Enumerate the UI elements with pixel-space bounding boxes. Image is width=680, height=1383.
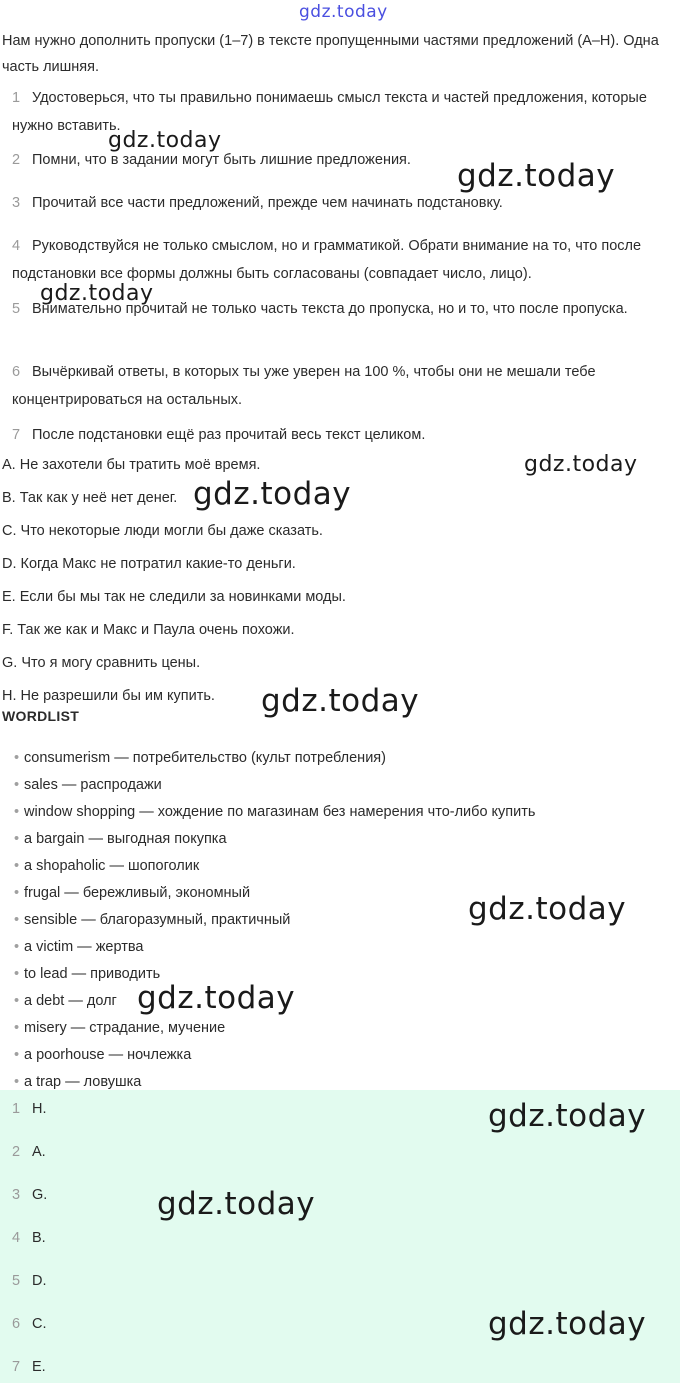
tip-number: 1 xyxy=(12,90,21,106)
option-d: D. Когда Макс не потратил какие-то деньги. xyxy=(2,556,296,572)
bullet-icon: • xyxy=(14,1020,20,1036)
answer-number: 1 xyxy=(12,1101,21,1117)
watermark: gdz.today xyxy=(524,452,638,477)
answer-number: 4 xyxy=(12,1230,21,1246)
answer-item xyxy=(12,1227,46,1249)
wordlist-item: • a trap — ловушка xyxy=(14,1074,142,1090)
option-f: F. Так же как и Макс и Паула очень похожи. xyxy=(2,622,295,638)
wordlist-item: • to lead — приводить xyxy=(14,966,161,982)
watermark: gdz.today xyxy=(157,1186,316,1222)
wordlist-item: • frugal — бережливый, экономный xyxy=(14,885,251,901)
watermark: gdz.today xyxy=(193,476,352,512)
answer-number: 7 xyxy=(12,1359,21,1375)
watermark: gdz.today xyxy=(488,1306,647,1342)
watermark: gdz.today xyxy=(457,158,616,194)
watermark: gdz.today xyxy=(299,2,388,22)
wordlist-item: • sales — распродажи xyxy=(14,777,162,793)
answer-value: E. xyxy=(32,1359,46,1375)
wordlist-item: • consumerism — потребительство (культ потребления) xyxy=(14,750,386,766)
wordlist-item: • a shopaholic — шопоголик xyxy=(14,858,200,874)
tip-text: Вычёркивай ответы, в которых ты уже уверен на 100 %, чтобы они не мешали тебе концентрироваться на остальных. xyxy=(12,364,596,408)
wordlist-item: • sensible — благоразумный, практичный xyxy=(14,912,291,928)
option-h: H. Не разрешили бы им купить. xyxy=(2,688,215,704)
bullet-icon: • xyxy=(14,939,20,955)
tip-text: Помни, что в задании могут быть лишние предложения. xyxy=(32,152,411,168)
wordlist-item: • a poorhouse — ночлежка xyxy=(14,1047,192,1063)
bullet-icon: • xyxy=(14,1047,20,1063)
answer-item xyxy=(12,1270,47,1292)
bullet-icon: • xyxy=(14,777,20,793)
wordlist-item: • misery — страдание, мучение xyxy=(14,1020,226,1036)
answer-number: 5 xyxy=(12,1273,21,1289)
answer-value: B. xyxy=(32,1230,46,1246)
answer-item xyxy=(12,1141,46,1163)
option-e: E. Если бы мы так не следили за новинками моды. xyxy=(2,589,346,605)
wordlist-item: • a victim — жертва xyxy=(14,939,144,955)
task-intro: Нам нужно дополнить пропуски (1–7) в тексте пропущенными частями предложений (A–H). Одна часть лишняя. xyxy=(2,33,659,75)
tip-number: 5 xyxy=(12,301,21,317)
answer-value: G. xyxy=(32,1187,48,1203)
answer-item xyxy=(12,1313,47,1335)
answer-number: 3 xyxy=(12,1187,21,1203)
tip-item xyxy=(12,358,672,414)
wordlist-item: • a debt — долг xyxy=(14,993,117,1009)
bullet-icon: • xyxy=(14,966,20,982)
tip-item xyxy=(12,232,672,288)
tip-item xyxy=(12,421,672,449)
watermark: gdz.today xyxy=(108,128,222,153)
tip-text: Руководствуйся не только смыслом, но и грамматикой. Обрати внимание на то, что после подстановки все формы должны быть согласованы (совпадает число, лицо). xyxy=(12,238,642,282)
tip-number: 3 xyxy=(12,195,21,211)
wordlist-item: • a bargain — выгодная покупка xyxy=(14,831,227,847)
tip-text: Удостоверься, что ты правильно понимаешь смысл текста и частей предложения, которые нужно вставить. xyxy=(12,90,647,134)
option-a: A. Не захотели бы тратить моё время. xyxy=(2,457,261,473)
answer-value: C. xyxy=(32,1316,47,1332)
answer-value: A. xyxy=(32,1144,46,1160)
bullet-icon: • xyxy=(14,912,20,928)
watermark: gdz.today xyxy=(261,683,420,719)
bullet-icon: • xyxy=(14,993,20,1009)
bullet-icon: • xyxy=(14,885,20,901)
bullet-icon: • xyxy=(14,750,20,766)
option-c: C. Что некоторые люди могли бы даже сказать. xyxy=(2,523,323,539)
wordlist-title: WORDLIST xyxy=(2,708,80,724)
watermark: gdz.today xyxy=(40,281,154,306)
tip-text: После подстановки ещё раз прочитай весь текст целиком. xyxy=(32,427,426,443)
answer-item xyxy=(12,1356,46,1378)
watermark: gdz.today xyxy=(137,980,296,1016)
bullet-icon: • xyxy=(14,1074,20,1090)
watermark: gdz.today xyxy=(488,1098,647,1134)
answer-value: H. xyxy=(32,1101,47,1117)
bullet-icon: • xyxy=(14,831,20,847)
answer-number: 2 xyxy=(12,1144,21,1160)
option-b: B. Так как у неё нет денег. xyxy=(2,490,178,506)
answer-number: 6 xyxy=(12,1316,21,1332)
watermark: gdz.today xyxy=(468,891,627,927)
tip-number: 2 xyxy=(12,152,21,168)
bullet-icon: • xyxy=(14,804,20,820)
tip-number: 4 xyxy=(12,238,21,254)
tip-text: Прочитай все части предложений, прежде чем начинать подстановку. xyxy=(32,195,503,211)
wordlist-item: • window shopping — хождение по магазинам без намерения что-либо купить xyxy=(14,804,536,820)
answer-value: D. xyxy=(32,1273,47,1289)
answer-item xyxy=(12,1098,47,1120)
option-g: G. Что я могу сравнить цены. xyxy=(2,655,201,671)
tip-text: Внимательно прочитай не только часть текста до пропуска, но и то, что после пропуска. xyxy=(32,301,628,317)
tip-number: 6 xyxy=(12,364,21,380)
answer-item xyxy=(12,1184,47,1206)
bullet-icon: • xyxy=(14,858,20,874)
tip-number: 7 xyxy=(12,427,21,443)
